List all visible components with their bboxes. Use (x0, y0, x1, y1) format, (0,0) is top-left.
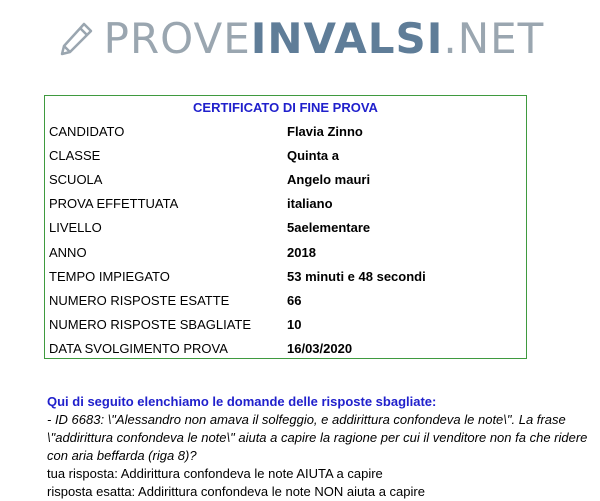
row-value: 10 (287, 317, 302, 333)
row-value: 2018 (287, 244, 316, 260)
logo-text (103, 14, 545, 63)
certificate-row-sbagliate (45, 313, 526, 337)
site-logo[interactable] (56, 14, 545, 63)
certificate-row-scuola (45, 167, 526, 191)
row-value: 66 (287, 292, 302, 308)
row-label: SCUOLA (49, 171, 103, 187)
row-value: italiano (287, 196, 333, 212)
row-value: Quinta a (287, 147, 340, 163)
row-label: ANNO (49, 244, 87, 260)
row-label: TEMPO IMPIEGATO (49, 268, 170, 284)
certificate-row-classe (45, 143, 526, 167)
row-label: NUMERO RISPOSTE SBAGLIATE (49, 317, 252, 333)
certificate-rows (45, 119, 526, 361)
row-value: Flavia Zinno (287, 123, 363, 139)
certificate-title: CERTIFICATO DI FINE PROVA (193, 100, 378, 115)
row-value: 5aelementare (287, 220, 371, 236)
row-label: LIVELLO (49, 220, 102, 236)
row-label: PROVA EFFETTUATA (49, 196, 179, 212)
logo-text-invalsi: INVALSI (250, 14, 444, 63)
row-value: Angelo mauri (287, 171, 371, 187)
site-header (0, 0, 600, 78)
row-value: 16/03/2020 (287, 341, 353, 357)
row-label: CLASSE (49, 147, 101, 163)
your-answer-text: tua risposta: Addirittura confondeva le note AIUTA a capire (47, 466, 383, 481)
wrong-answers-section (47, 393, 595, 501)
certificate-row-livello (45, 216, 526, 240)
certificate-row-tempo (45, 264, 526, 288)
certificate-row-candidato (45, 119, 526, 143)
row-label: NUMERO RISPOSTE ESATTE (49, 292, 230, 308)
logo-text-net: .NET (443, 14, 545, 63)
row-label: DATA SVOLGIMENTO PROVA (49, 341, 228, 357)
correct-answer-text: risposta esatta: Addirittura confondeva le note NON aiuta a capire (47, 484, 425, 499)
row-value: 53 minuti e 48 secondi (287, 268, 426, 284)
wrong-question-text: - ID 6683: \"Alessandro non amava il solfeggio, e addirittura confondeva le note\". La frase \"addirittura confondeva le note\" aiuta a capire la ragione per cui il venditore non fa che ridere con aria beffarda (riga 8)? (47, 412, 588, 463)
certificate-row-anno (45, 240, 526, 264)
pencil-icon (56, 19, 96, 59)
row-label: CANDIDATO (49, 123, 125, 139)
certificate-box (44, 95, 527, 359)
certificate-row-data (45, 337, 526, 361)
wrong-answers-heading: Qui di seguito elenchiamo le domande delle risposte sbagliate: (47, 394, 437, 409)
certificate-row-prova (45, 192, 526, 216)
logo-text-prove: PROVE (103, 14, 251, 63)
certificate-row-esatte (45, 288, 526, 312)
